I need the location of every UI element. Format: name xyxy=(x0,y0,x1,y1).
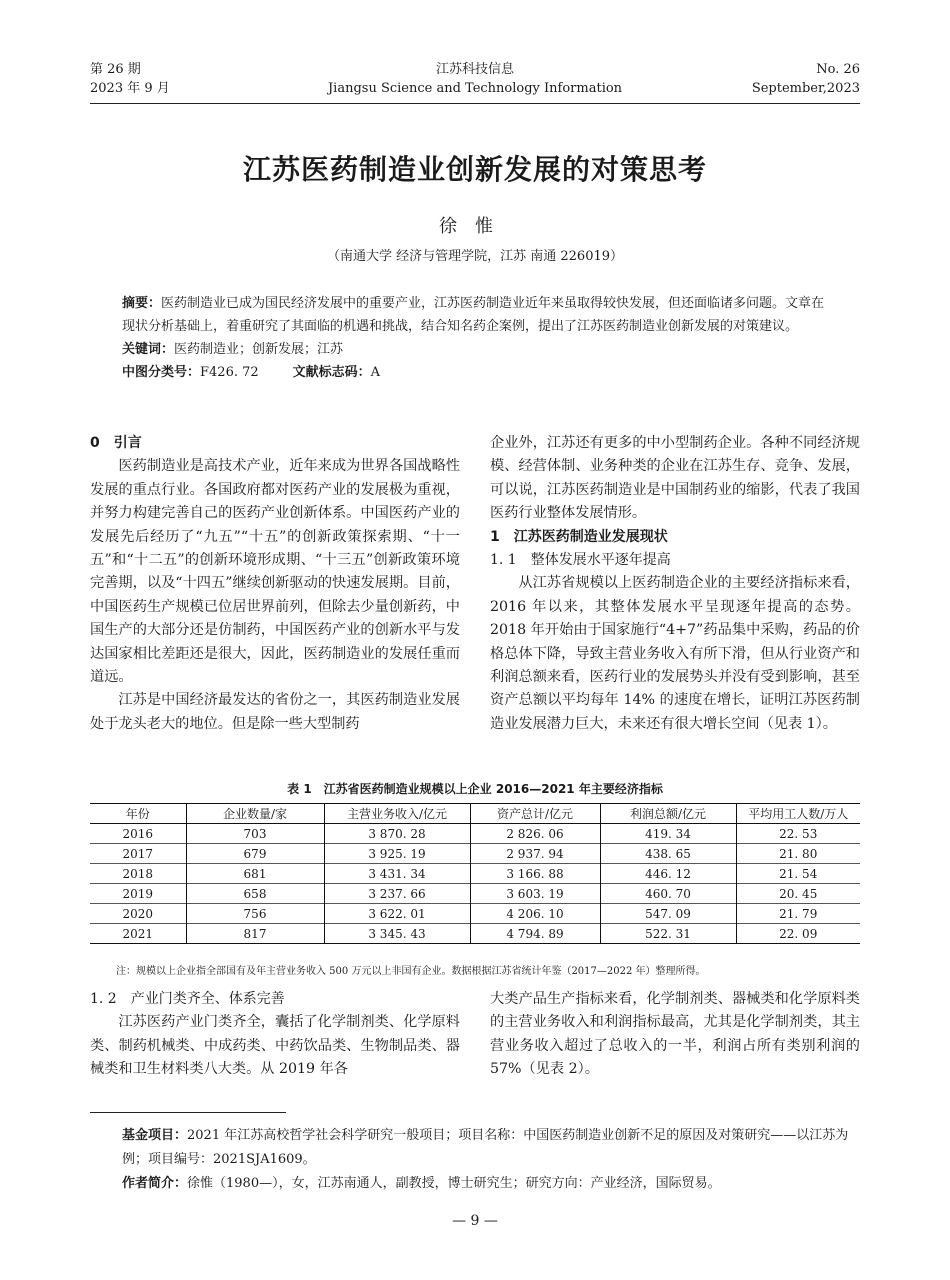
table-row xyxy=(90,924,860,944)
table-cell: 3 925. 19 xyxy=(324,844,470,864)
table-cell: 21. 79 xyxy=(736,904,860,924)
left-column-lower xyxy=(90,988,460,1082)
table-cell: 681 xyxy=(186,864,324,884)
fund-label: 基金项目： xyxy=(122,1128,188,1143)
table-cell: 522. 31 xyxy=(600,924,736,944)
left-column-upper xyxy=(90,432,460,736)
table-cell: 817 xyxy=(186,924,324,944)
author-bio-label: 作者简介： xyxy=(122,1176,188,1191)
abstract-text: 医药制造业已成为国民经济发展中的重要产业，江苏医药制造业近年来虽取得较快发展，但还面临诸多问题。文章在现状分析基础上，着重研究了其面临的机遇和挑战，结合知名药企案例，提出了江苏医药制造业创新发展的对策建议。 xyxy=(122,296,825,334)
column-header: 年份 xyxy=(90,804,186,824)
abstract xyxy=(122,292,832,338)
table-cell: 547. 09 xyxy=(600,904,736,924)
right-column-lower xyxy=(490,988,860,1082)
table-row xyxy=(90,824,860,844)
running-header xyxy=(90,60,860,102)
table-cell: 22. 09 xyxy=(736,924,860,944)
author-bio xyxy=(122,1172,860,1196)
keywords-label: 关键词： xyxy=(122,342,175,357)
column-header: 平均用工人数/万人 xyxy=(736,804,860,824)
page-number: — 9 — xyxy=(452,1213,498,1229)
table-cell: 2 937. 94 xyxy=(470,844,600,864)
table-cell: 21. 54 xyxy=(736,864,860,884)
column-header: 主营业务收入/亿元 xyxy=(324,804,470,824)
abstract-label: 摘要： xyxy=(122,296,162,311)
section-1-1-heading: 1. 1 整体发展水平逐年提高 xyxy=(490,552,671,569)
table-cell: 460. 70 xyxy=(600,884,736,904)
date-cn: 2023 年 9 月 xyxy=(90,81,170,96)
section-1-2-paragraph: 江苏医药产业门类齐全，囊括了化学制剂类、化学原料类、制药机械类、中成药类、中药饮品类、生物制品类、器械类和卫生材料类八大类。从 2019 年各 xyxy=(90,1014,460,1078)
table-cell: 3 166. 88 xyxy=(470,864,600,884)
header-right xyxy=(752,60,860,98)
keywords-text: 医药制造业；创新发展；江苏 xyxy=(174,342,344,357)
section-0-paragraph-2-continued: 企业外，江苏还有更多的中小型制药企业。各种不同经济规模、经营体制、业务种类的企业在江苏生存、竞争、发展，可以说，江苏医药制造业是中国制药业的缩影，代表了我国医药行业整体发展情形。 xyxy=(490,435,860,522)
table-cell: 21. 80 xyxy=(736,844,860,864)
table-cell: 419. 34 xyxy=(600,824,736,844)
table-cell: 658 xyxy=(186,884,324,904)
table-cell: 3 870. 28 xyxy=(324,824,470,844)
right-column-upper xyxy=(490,432,860,736)
table-row xyxy=(90,864,860,884)
table-cell: 3 603. 19 xyxy=(470,884,600,904)
table-cell: 703 xyxy=(186,824,324,844)
section-0-paragraph-2: 江苏是中国经济最发达的省份之一，其医药制造业发展处于龙头老大的地位。但是除一些大型制药 xyxy=(90,692,460,732)
section-1-heading: 1 江苏医药制造业发展现状 xyxy=(490,528,668,545)
table-1 xyxy=(90,803,860,944)
table-cell: 2017 xyxy=(90,844,186,864)
column-header: 资产总计/亿元 xyxy=(470,804,600,824)
table-1-caption: 表 1 江苏省医药制造业规模以上企业 2016—2021 年主要经济指标 xyxy=(287,782,663,796)
issue-number-en: No. 26 xyxy=(816,62,860,77)
author-affiliation: （南通大学 经济与管理学院，江苏 南通 226019） xyxy=(326,249,624,264)
table-cell: 22. 53 xyxy=(736,824,860,844)
column-header: 利润总额/亿元 xyxy=(600,804,736,824)
author-bio-text: 徐惟（1980—），女，江苏南通人，副教授，博士研究生；研究方向：产业经济，国际贸易。 xyxy=(187,1176,721,1191)
doc-code: A xyxy=(370,365,381,380)
table-cell: 446. 12 xyxy=(600,864,736,884)
table-cell: 2018 xyxy=(90,864,186,884)
table-cell: 438. 65 xyxy=(600,844,736,864)
clc-label: 中图分类号： xyxy=(122,365,201,380)
table-row xyxy=(90,904,860,924)
table-cell: 3 345. 43 xyxy=(324,924,470,944)
table-cell: 2 826. 06 xyxy=(470,824,600,844)
table-cell: 20. 45 xyxy=(736,884,860,904)
fund-note xyxy=(122,1124,860,1172)
article-title: 江苏医药制造业创新发展的对策思考 xyxy=(242,153,707,186)
column-header: 企业数量/家 xyxy=(186,804,324,824)
abstract-block xyxy=(122,292,832,384)
keywords xyxy=(122,338,832,361)
header-center xyxy=(90,60,860,98)
table-1-note: 注：规模以上企业指全部国有及年主营业务收入 500 万元以上非国有企业。数据根据江苏省统计年鉴（2017—2022 年）整理所得。 xyxy=(116,966,706,977)
footnotes xyxy=(122,1124,860,1196)
clc-code: F426. 72 xyxy=(200,365,259,380)
table-cell: 679 xyxy=(186,844,324,864)
table-cell: 3 431. 34 xyxy=(324,864,470,884)
table-cell: 2016 xyxy=(90,824,186,844)
author-name: 徐惟 xyxy=(439,216,511,237)
date-en: September,2023 xyxy=(751,81,860,96)
table-cell: 4 794. 89 xyxy=(470,924,600,944)
table-cell: 2021 xyxy=(90,924,186,944)
section-0-heading: 0 引言 xyxy=(90,435,142,451)
section-1-2-paragraph-continued: 大类产品生产指标来看，化学制剂类、器械类和化学原料类的主营业务收入和利润指标最高，尤其是化学制剂类，其主营业务收入超过了总收入的一半，利润占所有类别利润的 57%（见表 2）。 xyxy=(490,991,860,1078)
section-0-paragraph-1: 医药制造业是高技术产业，近年来成为世界各国战略性发展的重点行业。各国政府都对医药产业的发展极为重视，并努力构建完善自己的医药产业创新体系。中国医药产业的发展先后经历了“九五”“十五”的创新政策探索期、“十一五”和“十二五”的创新环境形成期、“十三五”创新政策环境完善期，以及“十四五”继续创新驱动的快速发展期。目前，中国医药生产规模已位居世界前列，但除去少量创新药，中国生产的大部分还是仿制药，中国医药产业的创新水平与发达国家相比差距还是很大，因此，医药制造业的发展任重而道远。 xyxy=(90,458,460,686)
table-cell: 2019 xyxy=(90,884,186,904)
section-1-1-paragraph: 从江苏省规模以上医药制造企业的主要经济指标来看，2016 年以来，其整体发展水平呈现逐年提高的态势。2018 年开始由于国家施行“4+7”药品集中采购，药品的价格总体下降，导致主营业务收入有所下滑，但从行业资产和利润总额来看，医药行业的发展势头并没有受到影响，甚至资产总额以平均每年 14% 的速度在增长，证明江苏医药制造业发展潜力巨大，未来还有很大增长空间（见表 1）。 xyxy=(490,575,860,732)
issue-number-cn: 第 26 期 xyxy=(90,62,141,77)
header-rule xyxy=(90,103,860,104)
table-header-row xyxy=(90,804,860,824)
table-row xyxy=(90,844,860,864)
table-cell: 756 xyxy=(186,904,324,924)
table-cell: 3 237. 66 xyxy=(324,884,470,904)
section-1-2-heading: 1. 2 产业门类齐全、体系完善 xyxy=(90,991,285,1007)
classification-line xyxy=(122,361,832,384)
table-cell: 4 206. 10 xyxy=(470,904,600,924)
doc-code-label: 文献标志码： xyxy=(292,365,371,380)
footnote-rule xyxy=(90,1112,286,1113)
journal-name-en: Jiangsu Science and Technology Information xyxy=(327,81,623,96)
fund-text: 2021 年江苏高校哲学社会科学研究一般项目；项目名称：中国医药制造业创新不足的原因及对策研究——以江苏为例；项目编号：2021SJA1609。 xyxy=(122,1128,849,1167)
table-row xyxy=(90,884,860,904)
journal-name-cn: 江苏科技信息 xyxy=(435,62,514,77)
table-cell: 2020 xyxy=(90,904,186,924)
table-cell: 3 622. 01 xyxy=(324,904,470,924)
